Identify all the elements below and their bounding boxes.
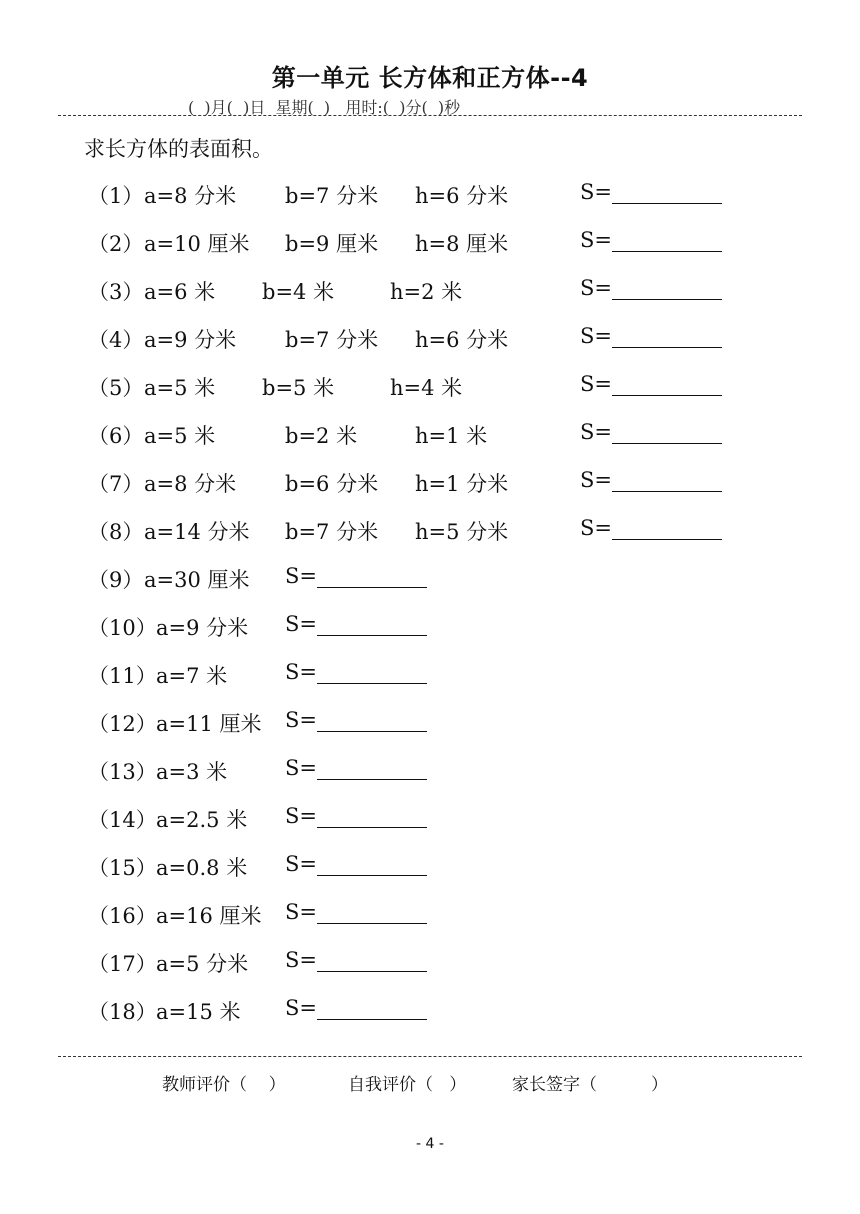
page-number: - 4 -: [416, 1136, 444, 1152]
problem-row: [88, 852, 428, 882]
length-value: a=5 米: [144, 376, 216, 400]
problem-index: （12）: [88, 712, 157, 736]
instruction-text: 求长方体的表面积。: [84, 137, 273, 161]
height-value: h=6 分米: [415, 184, 509, 208]
problem-row: [88, 708, 428, 738]
problem-index: （1）: [88, 184, 144, 208]
problem-row: [88, 468, 728, 498]
problem-row: [88, 228, 728, 258]
problem-index: （5）: [88, 376, 144, 400]
problem-index: （11）: [88, 664, 157, 688]
answer-blank[interactable]: [317, 997, 427, 1020]
answer-field[interactable]: [580, 372, 722, 396]
answer-blank[interactable]: [612, 517, 722, 540]
width-value: b=5 米: [262, 376, 335, 400]
width-value: b=4 米: [262, 280, 335, 304]
edge-value: a=0.8 米: [156, 856, 248, 880]
answer-field[interactable]: [285, 708, 427, 732]
answer-field[interactable]: [580, 516, 722, 540]
answer-label: S=: [285, 564, 317, 588]
answer-field[interactable]: [580, 276, 722, 300]
answer-label: S=: [580, 228, 612, 252]
problem-row: [88, 420, 728, 450]
problem-row: [88, 804, 428, 834]
problem-index: （3）: [88, 280, 144, 304]
length-value: a=10 厘米: [144, 232, 250, 256]
problem-row: [88, 276, 728, 306]
edge-value: a=11 厘米: [156, 712, 262, 736]
answer-field[interactable]: [580, 324, 722, 348]
problem-row: [88, 180, 728, 210]
problem-index: （4）: [88, 328, 144, 352]
edge-value: a=3 米: [156, 760, 228, 784]
height-value: h=6 分米: [415, 328, 509, 352]
answer-blank[interactable]: [612, 277, 722, 300]
edge-value: a=2.5 米: [156, 808, 248, 832]
date-time-text: ( )月( )日 星期( ) 用时:( )分( )秒: [188, 98, 461, 117]
length-value: a=14 分米: [144, 520, 250, 544]
answer-blank[interactable]: [317, 565, 427, 588]
answer-blank[interactable]: [612, 325, 722, 348]
answer-label: S=: [580, 420, 612, 444]
answer-label: S=: [285, 804, 317, 828]
length-value: a=8 分米: [144, 184, 237, 208]
problem-index: （14）: [88, 808, 157, 832]
answer-field[interactable]: [285, 804, 427, 828]
width-value: b=7 分米: [285, 328, 379, 352]
answer-label: S=: [580, 276, 612, 300]
problem-index: （10）: [88, 616, 157, 640]
problem-index: （13）: [88, 760, 157, 784]
edge-value: a=5 分米: [156, 952, 249, 976]
answer-blank[interactable]: [612, 469, 722, 492]
length-value: a=8 分米: [144, 472, 237, 496]
answer-label: S=: [285, 852, 317, 876]
problem-row: [88, 996, 428, 1026]
edge-value: a=16 厘米: [156, 904, 262, 928]
date-time-line: [58, 95, 802, 116]
width-value: b=2 米: [285, 424, 358, 448]
answer-field[interactable]: [285, 900, 427, 924]
problem-row: [88, 900, 428, 930]
footer-divider: [58, 1056, 802, 1057]
answer-blank[interactable]: [612, 181, 722, 204]
height-value: h=1 米: [415, 424, 488, 448]
answer-blank[interactable]: [317, 853, 427, 876]
answer-blank[interactable]: [317, 901, 427, 924]
answer-label: S=: [285, 612, 317, 636]
teacher-evaluation[interactable]: 教师评价（ ）: [162, 1075, 286, 1095]
answer-label: S=: [285, 756, 317, 780]
answer-field[interactable]: [285, 852, 427, 876]
answer-label: S=: [580, 516, 612, 540]
problem-index: （18）: [88, 1000, 157, 1024]
problem-row: [88, 372, 728, 402]
length-value: a=6 米: [144, 280, 216, 304]
answer-blank[interactable]: [317, 709, 427, 732]
length-value: a=5 米: [144, 424, 216, 448]
problem-row: [88, 564, 428, 594]
worksheet-title: 第一单元 长方体和正方体--4: [271, 64, 589, 92]
answer-field[interactable]: [285, 564, 427, 588]
problem-row: [88, 324, 728, 354]
height-value: h=4 米: [390, 376, 463, 400]
problem-index: （6）: [88, 424, 144, 448]
answer-field[interactable]: [580, 180, 722, 204]
edge-value: a=7 米: [156, 664, 228, 688]
answer-label: S=: [580, 372, 612, 396]
answer-field[interactable]: [580, 228, 722, 252]
height-value: h=1 分米: [415, 472, 509, 496]
width-value: b=7 分米: [285, 184, 379, 208]
problem-index: （9）: [88, 568, 144, 592]
problem-row: [88, 660, 428, 690]
problem-row: [88, 756, 428, 786]
problem-index: （16）: [88, 904, 157, 928]
length-value: a=9 分米: [144, 328, 237, 352]
answer-field[interactable]: [580, 420, 722, 444]
answer-blank[interactable]: [317, 805, 427, 828]
answer-blank[interactable]: [317, 613, 427, 636]
problem-index: （15）: [88, 856, 157, 880]
answer-blank[interactable]: [317, 757, 427, 780]
answer-label: S=: [285, 708, 317, 732]
edge-value: a=15 米: [156, 1000, 241, 1024]
parent-signature[interactable]: 家长签字（ ）: [512, 1075, 669, 1095]
answer-label: S=: [580, 468, 612, 492]
problem-index: （2）: [88, 232, 144, 256]
answer-blank[interactable]: [317, 661, 427, 684]
answer-field[interactable]: [285, 756, 427, 780]
answer-label: S=: [285, 900, 317, 924]
answer-field[interactable]: [285, 660, 427, 684]
edge-value: a=9 分米: [156, 616, 249, 640]
answer-label: S=: [580, 180, 612, 204]
height-value: h=5 分米: [415, 520, 509, 544]
answer-label: S=: [285, 660, 317, 684]
self-evaluation[interactable]: 自我评价（ ）: [348, 1075, 467, 1095]
answer-label: S=: [580, 324, 612, 348]
answer-field[interactable]: [285, 948, 427, 972]
answer-blank[interactable]: [612, 229, 722, 252]
answer-blank[interactable]: [317, 949, 427, 972]
answer-blank[interactable]: [612, 421, 722, 444]
problem-row: [88, 948, 428, 978]
answer-label: S=: [285, 996, 317, 1020]
height-value: h=8 厘米: [415, 232, 509, 256]
problem-row: [88, 612, 428, 642]
answer-field[interactable]: [580, 468, 722, 492]
height-value: h=2 米: [390, 280, 463, 304]
answer-field[interactable]: [285, 996, 427, 1020]
answer-field[interactable]: [285, 612, 427, 636]
problem-index: （7）: [88, 472, 144, 496]
problem-index: （17）: [88, 952, 157, 976]
edge-value: a=30 厘米: [144, 568, 250, 592]
answer-blank[interactable]: [612, 373, 722, 396]
answer-label: S=: [285, 948, 317, 972]
problem-row: [88, 516, 728, 546]
width-value: b=7 分米: [285, 520, 379, 544]
width-value: b=9 厘米: [285, 232, 379, 256]
problem-index: （8）: [88, 520, 144, 544]
width-value: b=6 分米: [285, 472, 379, 496]
